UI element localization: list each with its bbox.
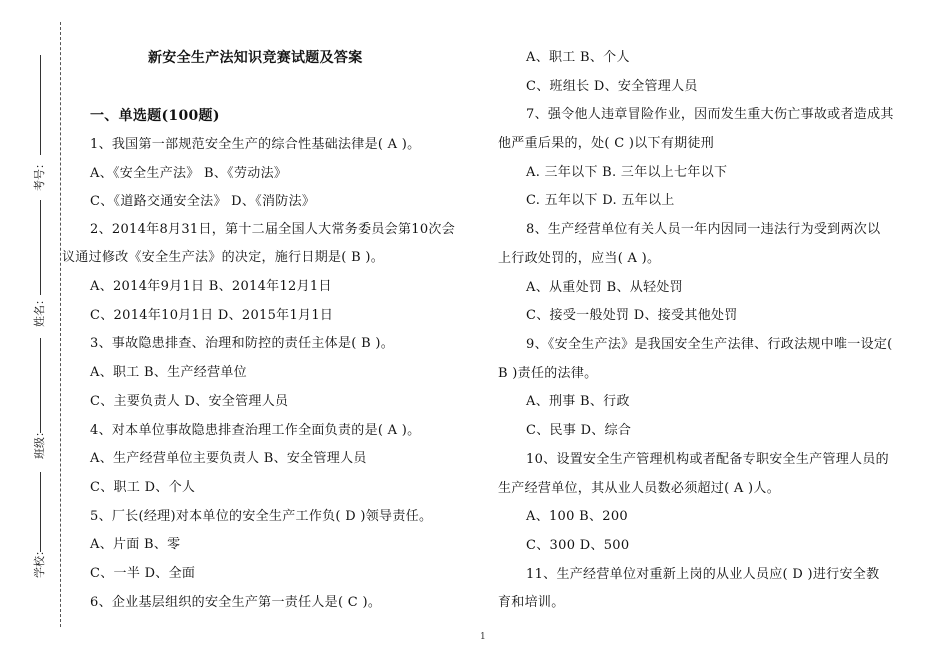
name-blank-top [40, 200, 41, 295]
option-line: A、片面 B、零 [90, 537, 181, 552]
question-line-continued: 他严重后果的，处( C )以下有期徒刑 [498, 136, 715, 151]
option-line: C、《道路交通安全法》 D、《消防法》 [90, 194, 316, 209]
dashed-cut-line [60, 22, 61, 627]
question-line: 2、2014年8月31日，第十二届全国人大常务委员会第10次会 [90, 222, 456, 237]
option-line: A、刑事 B、行政 [526, 394, 630, 409]
question-line: 9、《安全生产法》是我国安全生产法律、行政法规中唯一设定( [526, 337, 893, 352]
exam-page [62, 0, 930, 671]
binding-margin [0, 0, 64, 671]
name-blank [40, 338, 41, 433]
option-line: C、接受一般处罚 D、接受其他处罚 [526, 308, 738, 323]
option-line: A. 三年以下 B. 三年以上七年以下 [526, 165, 728, 180]
option-line: C、一半 D、全面 [90, 566, 196, 581]
name-label: 姓名： [33, 294, 46, 327]
question-line: 11、生产经营单位对重新上岗的从业人员应( D )进行安全教 [526, 567, 880, 582]
class-label: 班级： [33, 426, 46, 459]
school-label: 学校： [33, 545, 46, 578]
option-line: C. 五年以下 D. 五年以上 [526, 193, 675, 208]
option-line: A、职工 B、个人 [526, 50, 630, 65]
option-line: A、2014年9月1日 B、2014年12月1日 [90, 279, 332, 294]
page-number: 1 [480, 632, 486, 642]
question-line-continued: 上行政处罚的，应当( A )。 [498, 251, 661, 266]
option-line: A、生产经营单位主要负责人 B、安全管理人员 [90, 451, 367, 466]
question-line: 3、事故隐患排查、治理和防控的责任主体是( B )。 [90, 336, 395, 351]
section-heading: 一、单选题(100题) [90, 108, 220, 124]
option-line: A、100 B、200 [526, 509, 628, 524]
option-line: C、班组长 D、安全管理人员 [526, 79, 698, 94]
question-line: 10、设置安全生产管理机构或者配备专职安全生产管理人员的 [526, 452, 889, 467]
question-line: 5、厂长(经理)对本单位的安全生产工作负( D )领导责任。 [90, 509, 433, 524]
question-line-continued: 生产经营单位，其从业人员数必须超过( A )人。 [498, 481, 780, 496]
option-line: A、职工 B、生产经营单位 [90, 365, 247, 380]
question-line: 7、强令他人违章冒险作业，因而发生重大伤亡事故或者造成其 [526, 107, 894, 122]
question-line: 8、生产经营单位有关人员一年内因同一违法行为受到两次以 [526, 222, 881, 237]
option-line: C、300 D、500 [526, 538, 630, 553]
exam-number-blank [40, 55, 41, 155]
document-title: 新安全生产法知识竞赛试题及答案 [148, 50, 363, 66]
option-line: A、从重处罚 B、从轻处罚 [526, 280, 683, 295]
option-line: A、《安全生产法》 B、《劳动法》 [90, 166, 288, 181]
option-line: C、民事 D、综合 [526, 423, 632, 438]
option-line: C、2014年10月1日 D、2015年1月1日 [90, 308, 334, 323]
question-line: 6、企业基层组织的安全生产第一责任人是( C )。 [90, 595, 382, 610]
question-line: 4、对本单位事故隐患排查治理工作全面负责的是( A )。 [90, 423, 421, 438]
exam-number-label: 考号： [33, 158, 46, 191]
question-line-continued: 议通过修改《安全生产法》的决定，施行日期是( B )。 [62, 250, 385, 265]
option-line: C、职工 D、个人 [90, 480, 196, 495]
option-line: C、主要负责人 D、安全管理人员 [90, 394, 289, 409]
question-line-continued: 育和培训。 [498, 595, 565, 610]
class-blank [40, 472, 41, 552]
question-line: 1、我国第一部规范安全生产的综合性基础法律是( A )。 [90, 137, 421, 152]
question-line-continued: B )责任的法律。 [498, 366, 598, 381]
